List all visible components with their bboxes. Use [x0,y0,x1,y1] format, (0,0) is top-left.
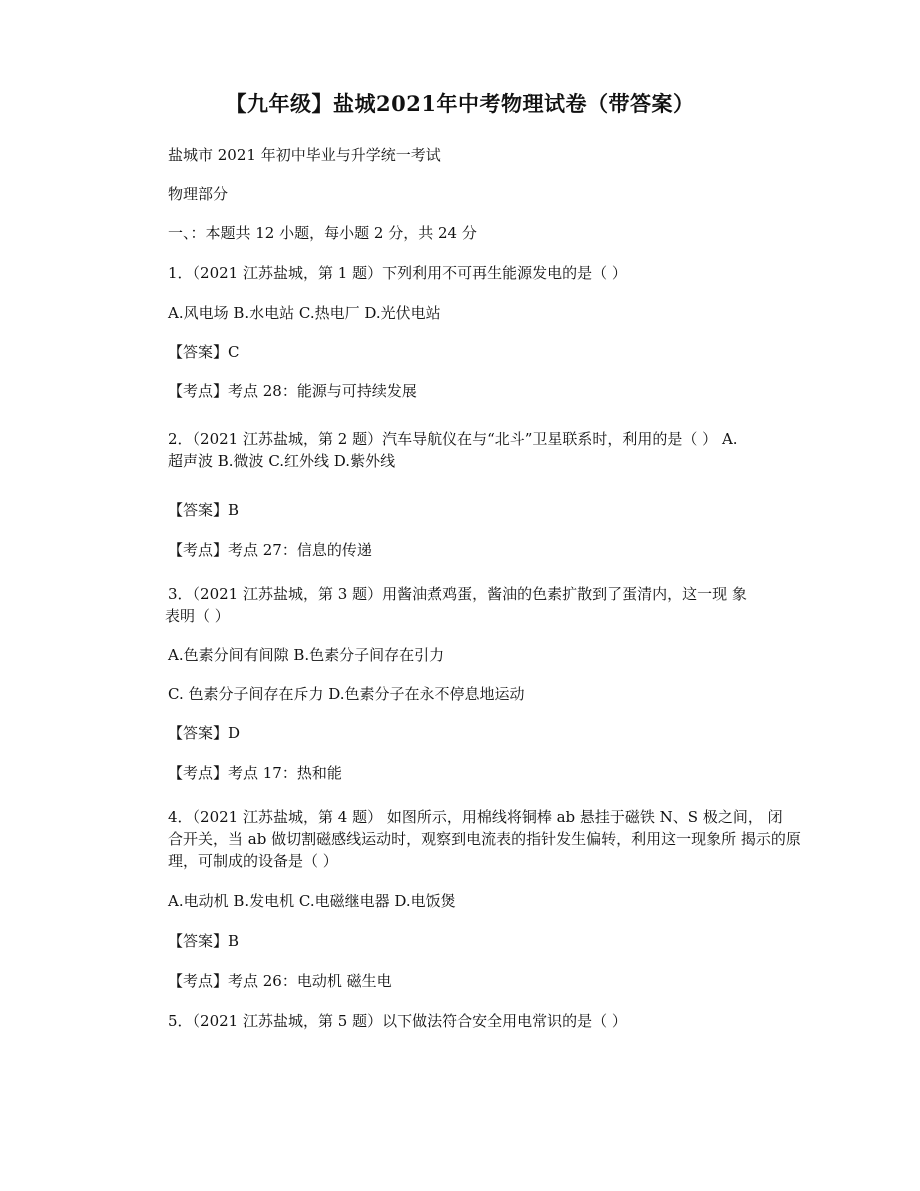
question-5-stem: 5．（2021 江苏盐城，第 5 题）以下做法符合安全用电常识的是（ ） [168,1012,627,1030]
question-1-answer: 【答案】C [168,343,240,361]
question-4-stem-line: 4．（2021 江苏盐城，第 4 题） 如图所示，用棉线将铜棒 ab 悬挂于磁铁 N、S 极之间， 闭 [168,808,783,826]
question-1-options: A.风电场 B.水电站 C.热电厂 D.光伏电站 [168,304,441,322]
part-heading: 一、：本题共 12 小题，每小题 2 分，共 24 分 [168,224,477,242]
question-3-answer: 【答案】D [168,724,241,742]
section-label: 物理部分 [168,185,229,203]
question-4-stem [168,806,828,872]
exam-subtitle: 盐城市 2021 年初中毕业与升学统一考试 [168,146,441,164]
question-3-options-2: C. 色素分子间存在斥力 D.色素分子在永不停息地运动 [168,685,525,703]
question-4-stem-line: 理，可制成的设备是（ ） [168,852,338,870]
question-2-answer: 【答案】B [168,501,240,519]
question-3-point: 【考点】考点 17：热和能 [168,764,342,782]
question-2-stem-line: 超声波 B.微波 C.红外线 D.紫外线 [168,452,396,470]
question-4-options: A.电动机 B.发电机 C.电磁继电器 D.电饭煲 [168,892,456,910]
question-1-point: 【考点】考点 28：能源与可持续发展 [168,382,417,400]
question-4-stem-line: 合开关，当 ab 做切割磁感线运动时，观察到电流表的指针发生偏转，利用这一现象所 揭示的原 [168,830,801,848]
question-3-stem [165,583,828,627]
question-4-point: 【考点】考点 26：电动机 磁生电 [168,972,392,990]
question-3-options-1: A.色素分间有间隙 B.色素分子间存在引力 [168,646,445,664]
question-2-point: 【考点】考点 27：信息的传递 [168,541,372,559]
question-1-stem: 1．（2021 江苏盐城，第 1 题）下列利用不可再生能源发电的是（ ） [168,264,627,282]
document-title: 【九年级】盐城2021年中考物理试卷（带答案） [225,91,695,116]
question-2-stem [168,428,828,472]
question-2-stem-line: 2．（2021 江苏盐城，第 2 题）汽车导航仪在与“北斗”卫星联系时，利用的是（ ） A. [168,430,738,448]
question-3-stem-line: 表明（ ） [165,607,230,625]
question-3-stem-line: 3．（2021 江苏盐城，第 3 题）用酱油煮鸡蛋，酱油的色素扩散到了蛋清内，这一现 象 [168,585,747,603]
question-4-answer: 【答案】B [168,932,240,950]
